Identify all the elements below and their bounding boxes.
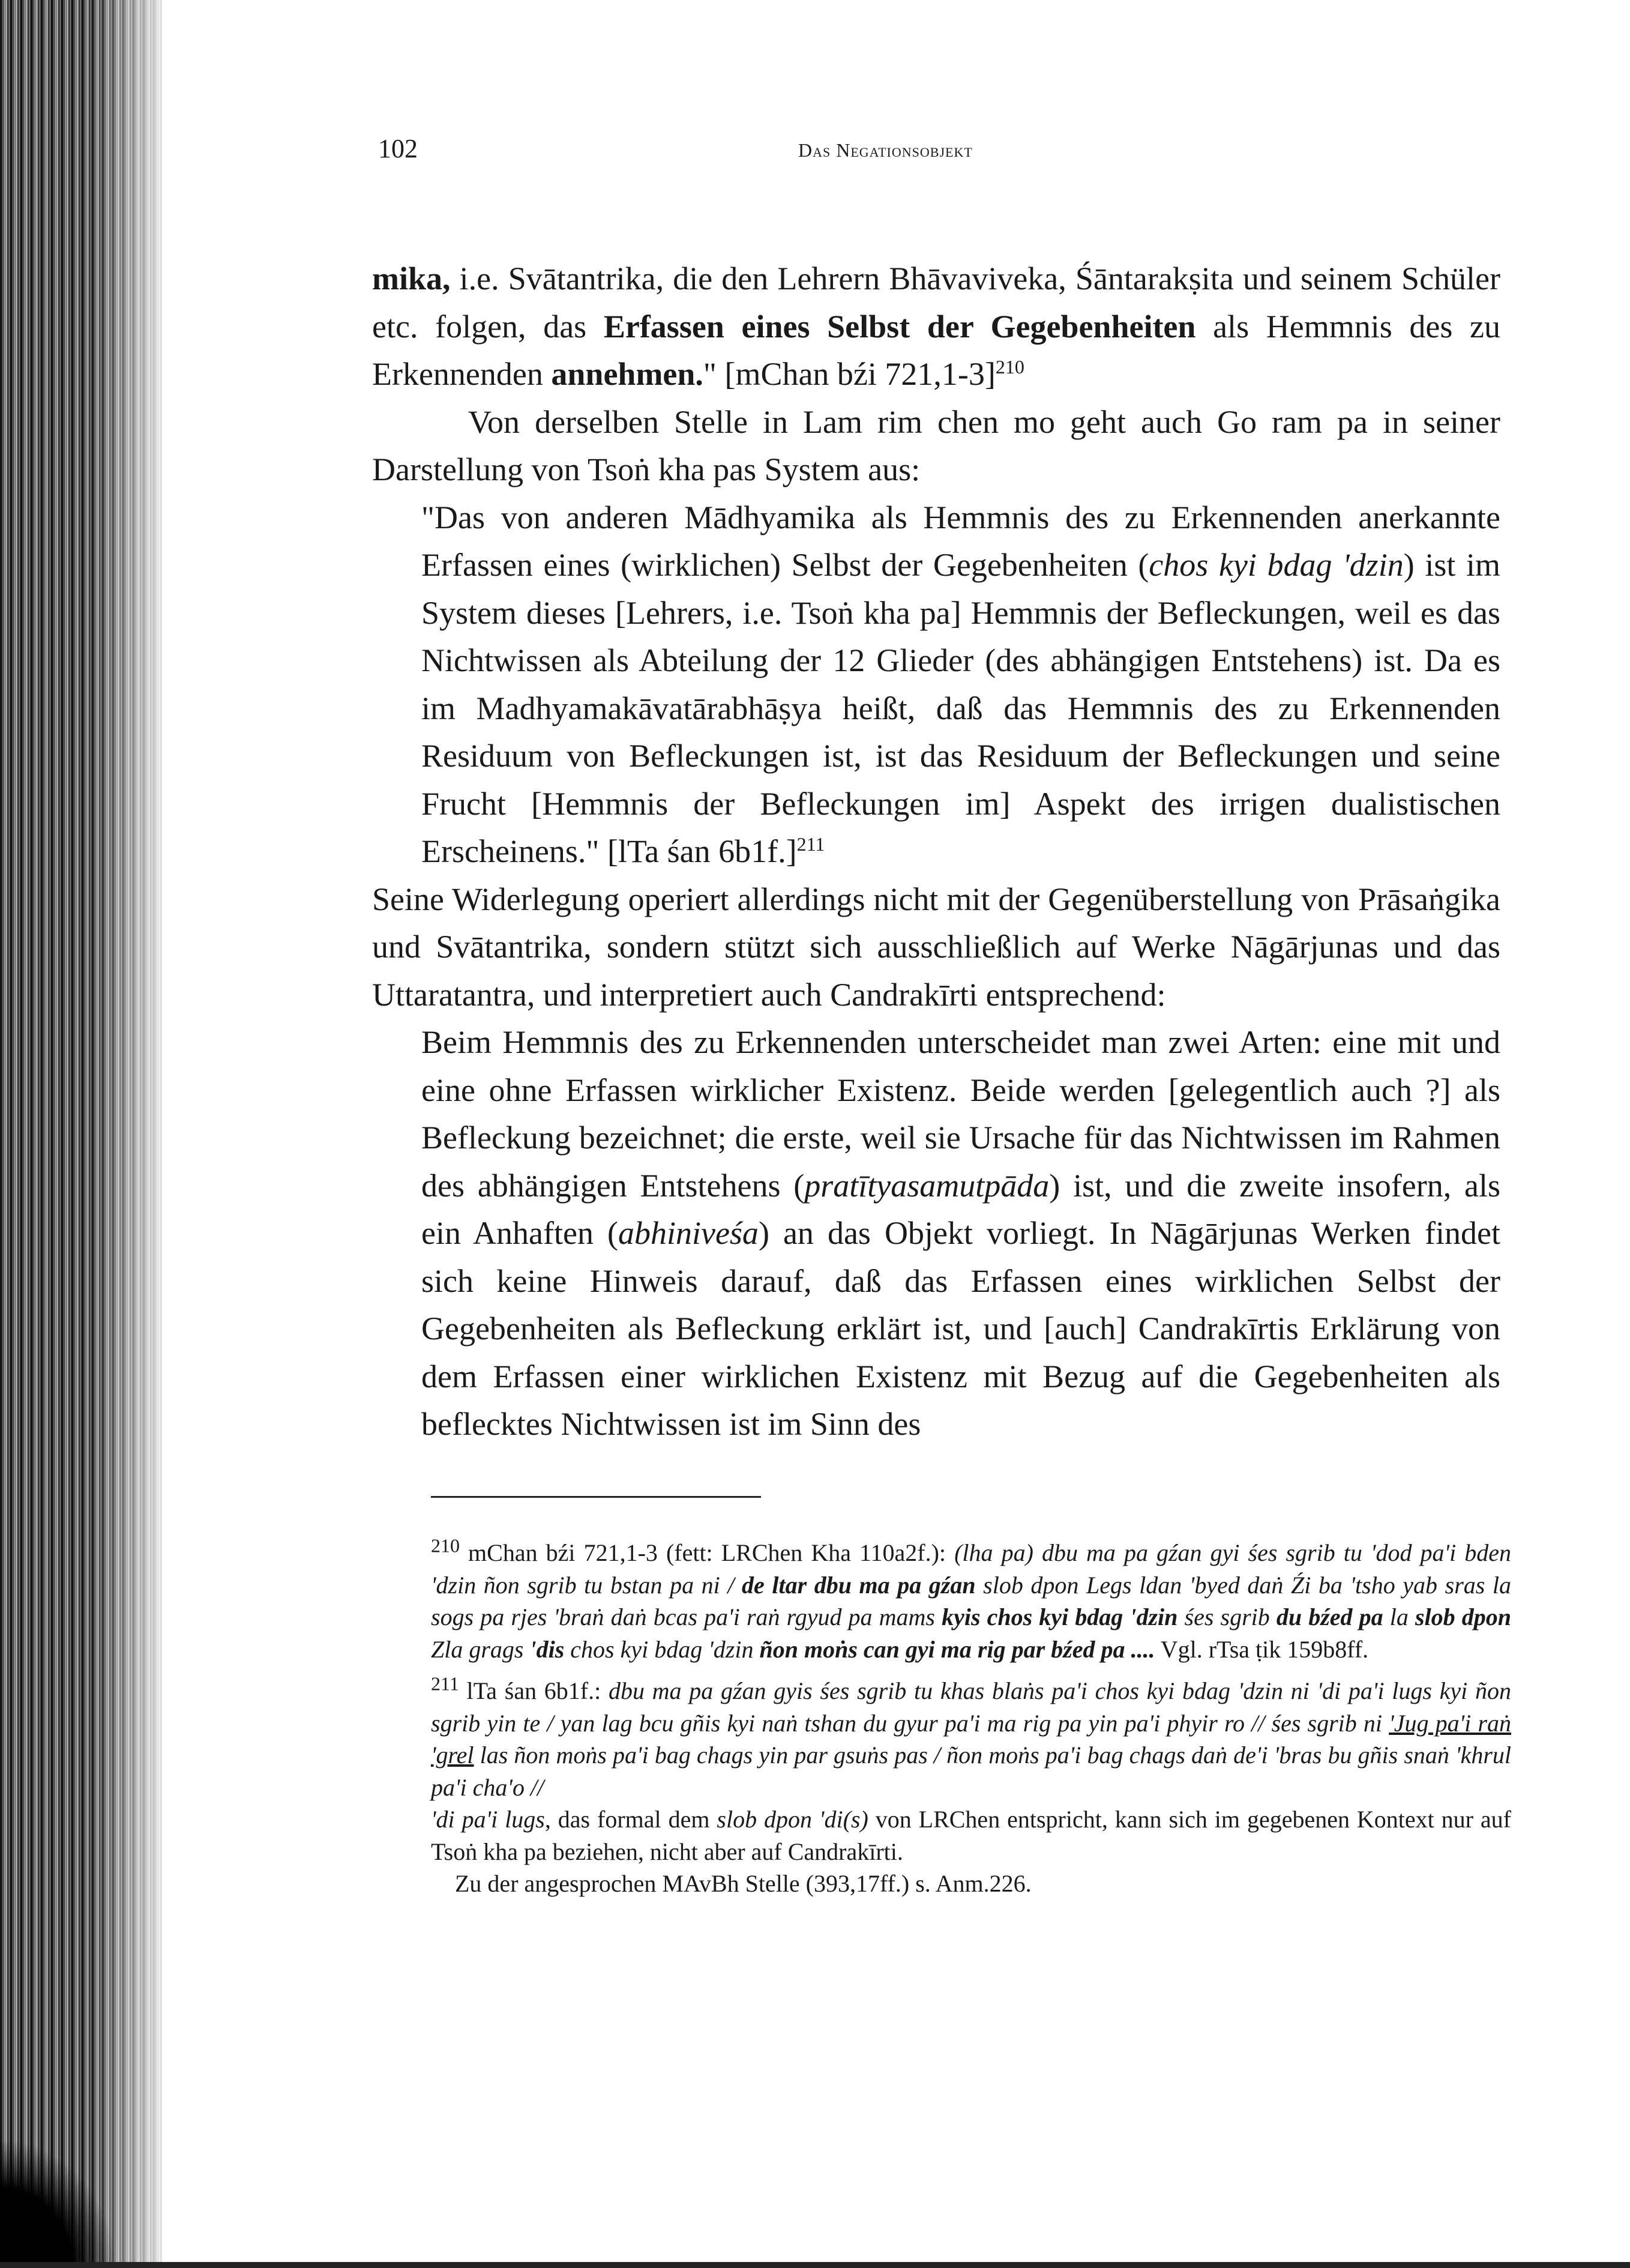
paragraph-continuation xyxy=(372,255,1500,399)
text-run: ) an das Objekt vorliegt. In Nāgārjunas Werken findet sich keine Hinweis darauf, daß das Erfassen eines wirklichen Selbst der Gegebenheiten als Befleckung erklärt ist, und [auch] Candrakīrtis Erklärung von dem Erfassen einer wirklichen Existenz mit Bezug auf die Gegebenheiten als beflecktes Nichtwissen ist im Sinn des xyxy=(421,1215,1500,1442)
bold-term: mika, xyxy=(372,261,451,297)
paragraph-go-ram-pa: Von derselben Stelle in Lam rim chen mo geht auch Go ram pa in seiner Darstellung von Tsoṅ kha pas System aus: xyxy=(372,403,1500,487)
page-number: 102 xyxy=(378,134,418,163)
italic-run: .... xyxy=(1125,1635,1155,1663)
bold-italic-run: 'dis xyxy=(529,1635,565,1663)
footnote-211-note xyxy=(431,1803,1511,1868)
bold-italic-run: ñon moṅs can gyi ma rig par bźed pa xyxy=(759,1635,1125,1663)
text-run: mChan bźi 721,1-3 (fett: LRChen Kha 110a2f.): xyxy=(460,1539,955,1566)
page-curl-shadow xyxy=(0,2142,114,2268)
page-header xyxy=(378,133,1518,169)
scan-bottom-edge xyxy=(0,2262,1630,2268)
block-quote-1 xyxy=(372,494,1500,876)
footnote-ref-210[interactable]: 210 xyxy=(995,356,1024,378)
footnote-ref-211[interactable]: 211 xyxy=(796,833,825,855)
text-run: Beim Hemmnis des zu Erkennenden unterscheidet man zwei Arten: eine mit und eine ohne Erfassen wirklicher Existenz. Beide werden [gelegentlich auch ?] als Befleckung bezeichnet; die erste, weil sie Ursache für das Nichtwissen im Rahmen des abhängigen Entstehens ( xyxy=(421,1024,1500,1204)
footnote-number: 210 xyxy=(431,1534,460,1557)
bold-italic-run: kyis chos kyi bdag 'dzin xyxy=(942,1603,1178,1630)
bold-italic-run: slob dpon xyxy=(1415,1603,1511,1630)
bold-term: annehmen. xyxy=(551,356,703,392)
underlined-italic-run: 'Jug pa'i raṅ 'grel xyxy=(431,1709,1512,1769)
running-title: Das Negationsobjekt xyxy=(798,139,973,161)
text-run: von LRChen entspricht, kann sich im gegebenen Kontext nur auf Tsoṅ kha pa beziehen, nicht aber auf Candrakīrti. xyxy=(431,1806,1512,1865)
italic-run: Zla grags xyxy=(431,1635,530,1663)
text-run: , das formal dem xyxy=(544,1806,717,1833)
text-run: lTa śan 6b1f.: xyxy=(459,1677,609,1704)
italic-term: abhiniveśa xyxy=(618,1215,759,1251)
bold-italic-run: de ltar dbu ma pa gźan xyxy=(742,1571,976,1599)
footnote-number: 211 xyxy=(431,1672,459,1695)
italic-term: pratītyasamutpāda xyxy=(804,1167,1050,1204)
italic-run: slob dpon 'di(s) xyxy=(717,1806,868,1833)
italic-run: 'di pa'i lugs xyxy=(431,1806,545,1833)
text-run: " [mChan bźi 721,1-3] xyxy=(703,356,996,392)
text-run: "Das von anderen Mādhyamika als Hemmnis des zu Erkennenden anerkannte Erfassen eines (wirklichen) Selbst der Gegebenheiten ( xyxy=(421,499,1500,583)
footnote-211 xyxy=(431,1672,1512,1803)
main-text xyxy=(372,255,1500,1449)
footnotes xyxy=(431,1534,1512,1900)
text-run: i.e. Svātantrika, die den Lehrern Bhāvaviveka, Śāntarakṣita und seinem Schüler etc. folgen, das xyxy=(372,261,1500,345)
text-run: ) ist, und die zweite insofern, als ein Anhaften ( xyxy=(421,1167,1500,1251)
text-run: ) ist im System dieses [Lehrers, i.e. Tsoṅ kha pa] Hemmnis der Befleckungen, weil es das Nichtwissen als Abteilung der 12 Glieder (des abhängigen Entstehens) ist. Da es im Madhyamakāvatārabhāṣya heißt, daß das Hemmnis des zu Erkennenden Residuum von Befleckungen ist, ist das Residuum der Befleckungen und seine Frucht [Hemmnis der Befleckungen im] Aspekt des irrigen dualistischen Erscheinens." [lTa śan 6b1f.] xyxy=(421,547,1500,869)
italic-term: chos kyi bdag 'dzin xyxy=(1149,547,1404,583)
italic-run: (lha pa) dbu ma pa gźan gyi śes sgrib tu 'dod pa'i bden 'dzin ñon sgrib tu bstan pa ni / xyxy=(431,1539,1511,1599)
text-run: als Hemmnis des zu Erkennenden xyxy=(372,308,1500,392)
italic-run: chos kyi bdag 'dzin xyxy=(564,1635,760,1663)
italic-run: slob dpon Legs ldan 'byed daṅ Źi ba 'tsho yab sras la sogs pa rjes 'braṅ daṅ bcas pa'i raṅ rgyud pa mams xyxy=(431,1571,1512,1630)
paragraph-widerlegung: Seine Widerlegung operiert allerdings nicht mit der Gegenüberstellung von Prāsaṅgika und Svātantrika, sondern stützt sich ausschließlich auf Werke Nāgārjunas und das Uttaratantra, und interpretiert auch Candrakīrti entsprechend: xyxy=(372,881,1500,1013)
italic-run: dbu ma pa gźan gyis śes sgrib tu khas blaṅs pa'i chos kyi bdag 'dzin ni 'di pa'i lugs kyi ñon sgrib yin te / yan lag bcu gñis kyi naṅ tshan du gyur pa'i ma rig pa yin pa'i phyir ro // śes sgrib ni xyxy=(431,1677,1512,1737)
footnote-211-crossref: Zu der angesprochen MAvBh Stelle (393,17ff.) s. Anm.226. xyxy=(455,1870,1032,1897)
footnote-210 xyxy=(431,1534,1512,1665)
italic-run: la xyxy=(1383,1603,1415,1630)
italic-run: śes sgrib xyxy=(1177,1603,1277,1630)
bold-italic-run: du bźed pa xyxy=(1276,1603,1383,1630)
block-quote-2 xyxy=(372,1019,1500,1449)
text-run: Vgl. rTsa ṭik 159b8ff. xyxy=(1155,1635,1369,1663)
italic-run: las ñon moṅs pa'i bag chags yin par gsuṅs pas / ñon moṅs pa'i bag chags daṅ de'i 'bras bu gñis snaṅ 'khrul pa'i cha'o // xyxy=(431,1742,1511,1801)
footnote-separator xyxy=(431,1496,761,1498)
bold-term: Erfassen eines Selbst der Gegebenheiten xyxy=(603,308,1196,345)
book-spine-shadow xyxy=(0,0,162,2268)
